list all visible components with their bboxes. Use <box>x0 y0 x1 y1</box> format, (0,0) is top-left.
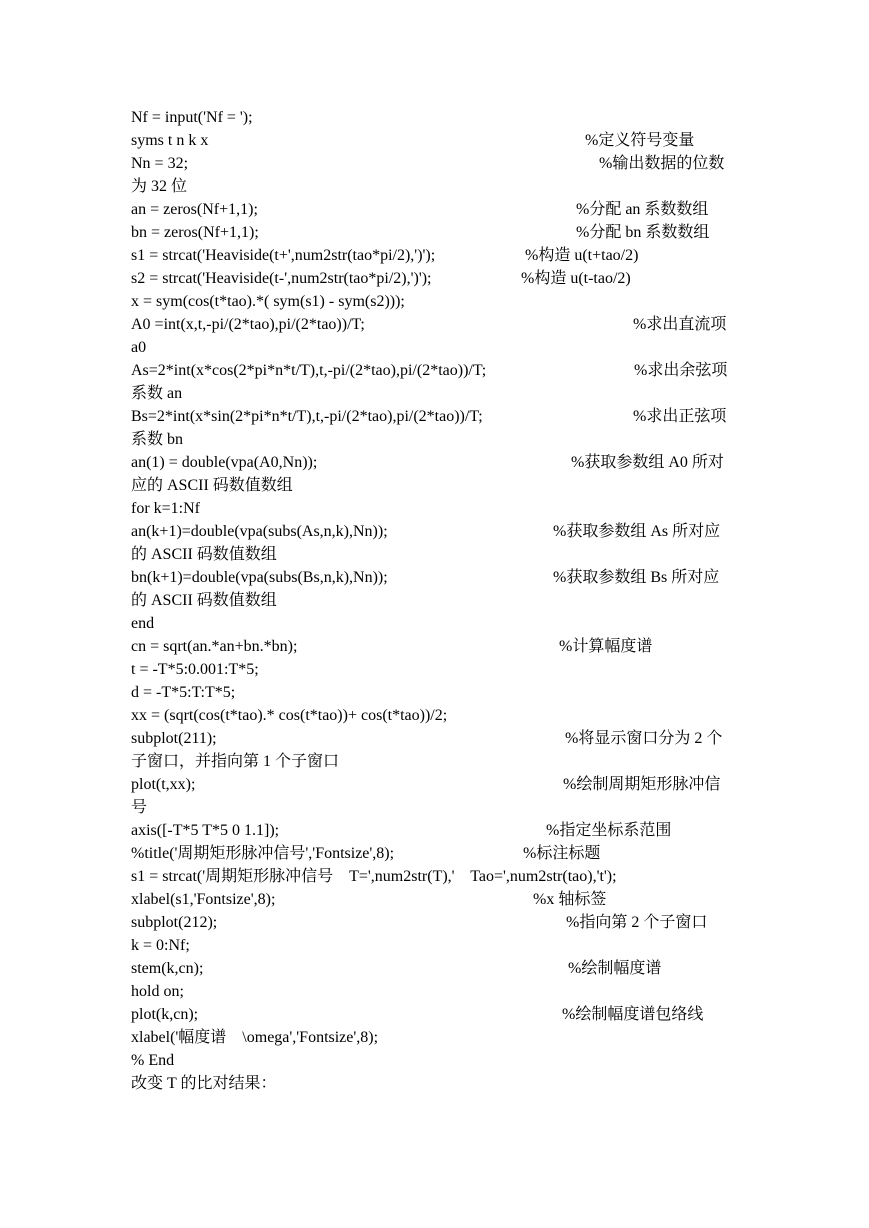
code-text: 的 ASCII 码数值数组 <box>131 546 277 563</box>
code-line-15 <box>131 428 741 451</box>
code-text: s1 = strcat('周期矩形脉冲信号 T=',num2str(T),' Tao=',num2str(tao),'t'); <box>131 868 617 885</box>
code-line-41 <box>131 1026 741 1049</box>
code-line-27 <box>131 704 741 727</box>
code-text: an(k+1)=double(vpa(subs(As,n,k),Nn)); <box>131 523 388 540</box>
code-line-5 <box>131 198 741 221</box>
code-line-14 <box>131 405 741 428</box>
code-line-31 <box>131 796 741 819</box>
code-text: an(1) = double(vpa(A0,Nn)); <box>131 454 318 471</box>
code-line-20 <box>131 543 741 566</box>
code-text: xx = (sqrt(cos(t*tao).* cos(t*tao))+ cos(t*tao))/2; <box>131 707 448 724</box>
code-text: bn(k+1)=double(vpa(subs(Bs,n,k),Nn)); <box>131 569 388 586</box>
code-text: an = zeros(Nf+1,1); <box>131 201 258 218</box>
code-comment: %绘制幅度谱包络线 <box>562 1006 704 1023</box>
code-comment: %构造 u(t-tao/2) <box>521 270 631 287</box>
code-text: Nf = input('Nf = '); <box>131 109 253 126</box>
code-text: Nn = 32; <box>131 155 189 172</box>
code-text: 子窗口，并指向第 1 个子窗口 <box>131 753 340 770</box>
code-line-29 <box>131 750 741 773</box>
code-line-3 <box>131 152 741 175</box>
matlab-code-block <box>131 106 741 1095</box>
code-line-25 <box>131 658 741 681</box>
code-text: axis([-T*5 T*5 0 1.1]); <box>131 822 280 839</box>
code-text: cn = sqrt(an.*an+bn.*bn); <box>131 638 298 655</box>
code-comment: %求出直流项 <box>633 316 727 333</box>
code-comment: %定义符号变量 <box>585 132 695 149</box>
code-line-34 <box>131 865 741 888</box>
code-text: subplot(212); <box>131 914 218 931</box>
code-text: end <box>131 615 155 632</box>
code-line-30 <box>131 773 741 796</box>
code-comment: %x 轴标签 <box>533 891 607 908</box>
code-comment: %指向第 2 个子窗口 <box>566 914 708 931</box>
code-line-37 <box>131 934 741 957</box>
code-comment: %指定坐标系范围 <box>546 822 672 839</box>
code-text: s1 = strcat('Heaviside(t+',num2str(tao*pi/2),')'); <box>131 247 436 264</box>
code-line-16 <box>131 451 741 474</box>
code-comment: %求出正弦项 <box>633 408 727 425</box>
code-line-42 <box>131 1049 741 1072</box>
code-line-32 <box>131 819 741 842</box>
code-line-9 <box>131 290 741 313</box>
code-text: 号 <box>131 799 148 816</box>
code-line-36 <box>131 911 741 934</box>
code-text: A0 =int(x,t,-pi/(2*tao),pi/(2*tao))/T; <box>131 316 365 333</box>
code-line-43 <box>131 1072 741 1095</box>
code-line-40 <box>131 1003 741 1026</box>
code-line-18 <box>131 497 741 520</box>
code-text: 系数 an <box>131 385 183 402</box>
code-text: hold on; <box>131 983 184 1000</box>
code-comment: %构造 u(t+tao/2) <box>525 247 639 264</box>
code-line-19 <box>131 520 741 543</box>
code-line-28 <box>131 727 741 750</box>
code-comment: %获取参数组 As 所对应 <box>553 523 721 540</box>
code-line-2 <box>131 129 741 152</box>
code-text: 应的 ASCII 码数值数组 <box>131 477 293 494</box>
code-text: stem(k,cn); <box>131 960 204 977</box>
code-line-10 <box>131 313 741 336</box>
code-line-39 <box>131 980 741 1003</box>
code-text: d = -T*5:T:T*5; <box>131 684 236 701</box>
code-line-35 <box>131 888 741 911</box>
code-line-4 <box>131 175 741 198</box>
code-text: 的 ASCII 码数值数组 <box>131 592 277 609</box>
code-comment: %获取参数组 Bs 所对应 <box>553 569 720 586</box>
code-text: %title('周期矩形脉冲信号','Fontsize',8); <box>131 845 395 862</box>
code-text: % End <box>131 1052 175 1069</box>
code-line-38 <box>131 957 741 980</box>
code-line-7 <box>131 244 741 267</box>
code-text: for k=1:Nf <box>131 500 201 517</box>
code-text: Bs=2*int(x*sin(2*pi*n*t/T),t,-pi/(2*tao),pi/(2*tao))/T; <box>131 408 483 425</box>
code-text: s2 = strcat('Heaviside(t-',num2str(tao*pi/2),')'); <box>131 270 432 287</box>
code-line-21 <box>131 566 741 589</box>
code-text: plot(k,cn); <box>131 1006 199 1023</box>
code-text: subplot(211); <box>131 730 217 747</box>
code-line-1 <box>131 106 741 129</box>
code-comment: %分配 bn 系数数组 <box>576 224 710 241</box>
code-text: bn = zeros(Nf+1,1); <box>131 224 259 241</box>
code-text: xlabel('幅度谱 \omega','Fontsize',8); <box>131 1029 379 1046</box>
code-comment: %绘制周期矩形脉冲信 <box>563 776 721 793</box>
code-line-8 <box>131 267 741 290</box>
code-line-23 <box>131 612 741 635</box>
code-text: As=2*int(x*cos(2*pi*n*t/T),t,-pi/(2*tao),pi/(2*tao))/T; <box>131 362 487 379</box>
code-comment: %将显示窗口分为 2 个 <box>565 730 723 747</box>
code-text: k = 0:Nf; <box>131 937 190 954</box>
code-line-12 <box>131 359 741 382</box>
code-line-24 <box>131 635 741 658</box>
code-text: a0 <box>131 339 147 356</box>
code-line-22 <box>131 589 741 612</box>
code-line-26 <box>131 681 741 704</box>
code-text: x = sym(cos(t*tao).*( sym(s1) - sym(s2))); <box>131 293 405 310</box>
code-comment: %求出余弦项 <box>634 362 728 379</box>
code-comment: %获取参数组 A0 所对 <box>571 454 724 471</box>
code-line-13 <box>131 382 741 405</box>
code-text: plot(t,xx); <box>131 776 196 793</box>
code-line-11 <box>131 336 741 359</box>
code-comment: %计算幅度谱 <box>559 638 653 655</box>
code-line-6 <box>131 221 741 244</box>
code-text: syms t n k x <box>131 132 209 149</box>
code-text: 系数 bn <box>131 431 184 448</box>
code-comment: %绘制幅度谱 <box>568 960 662 977</box>
code-text: 改变 T 的比对结果： <box>131 1075 277 1092</box>
code-comment: %分配 an 系数数组 <box>576 201 709 218</box>
code-line-33 <box>131 842 741 865</box>
code-comment: %输出数据的位数 <box>599 155 725 172</box>
code-line-17 <box>131 474 741 497</box>
code-text: t = -T*5:0.001:T*5; <box>131 661 259 678</box>
code-comment: %标注标题 <box>523 845 601 862</box>
code-text: xlabel(s1,'Fontsize',8); <box>131 891 276 908</box>
code-text: 为 32 位 <box>131 178 188 195</box>
